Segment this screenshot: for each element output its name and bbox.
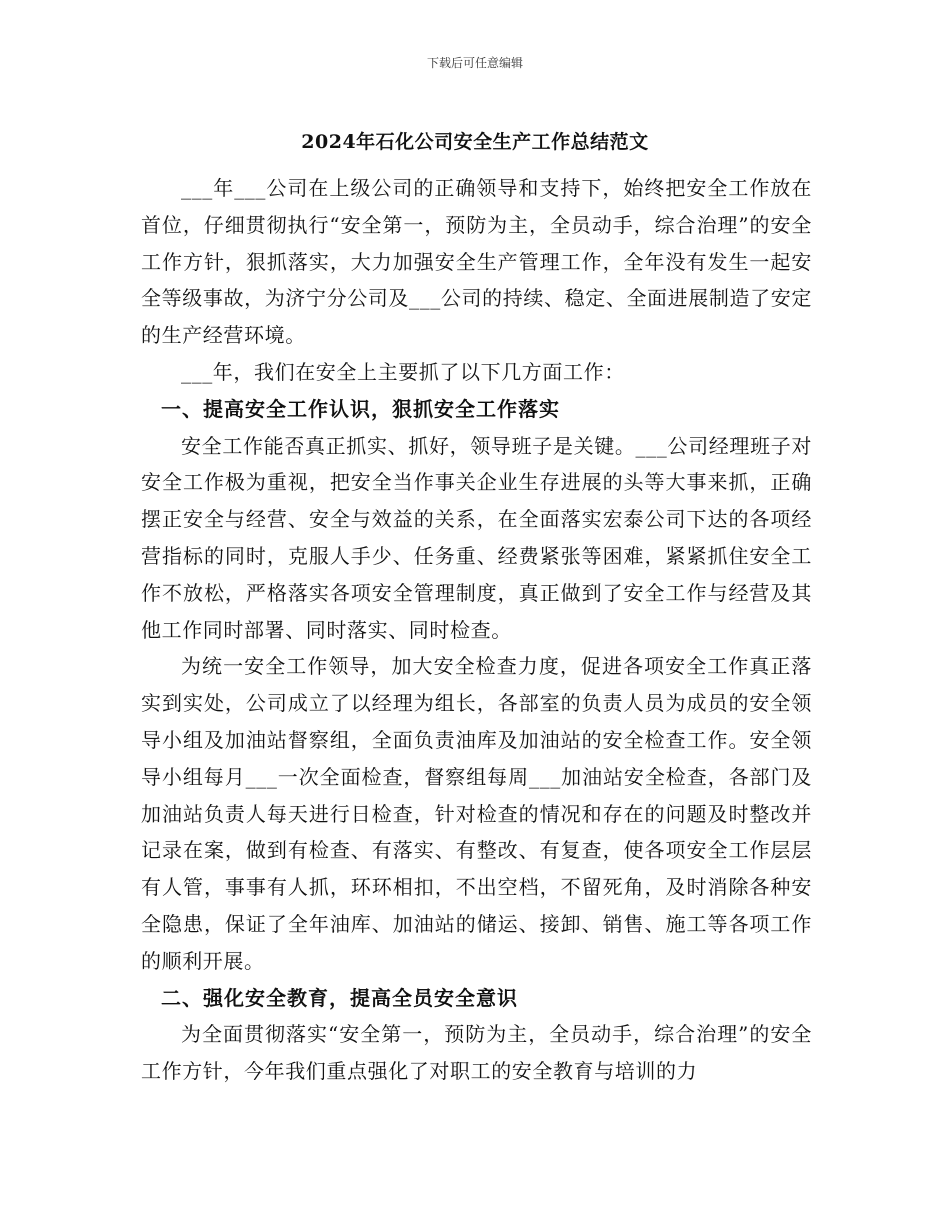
document-title: 2024年石化公司安全生产工作总结范文 <box>301 131 649 153</box>
paragraph-inspection: 为统一安全工作领导，加大安全检查力度，促进各项安全工作真正落实到实处，公司成立了以经理为组长，各部室的负责人员为成员的安全领导小组及加油站督察组，全面负责油库及加油站的安全检查工作。安全领导小组每月___一次全面检查，督察组每周___加油站安全检查，各部门及加油站负责人每天进行日检查，针对检查的情况和存在的问题及时整改并记录在案，做到有检查、有落实、有整改、有复查，使各项安全工作层层有人管，事事有人抓，环环相扣，不出空档，不留死角，及时消除各种安全隐患，保证了全年油库、加油站的储运、接卸、销售、施工等各项工作的顺利开展。 <box>141 654 812 973</box>
header-note: 下载后可任意编辑 <box>426 56 523 70</box>
section-heading-1: 一、提高安全工作认识，狠抓安全工作落实 <box>161 396 560 421</box>
paragraph-education: 为全面贯彻落实“安全第一，预防为主，全员动手，综合治理”的安全工作方针，今年我们重点强化了对职工的安全教育与培训的力 <box>141 1022 812 1084</box>
section-heading-2: 二、强化安全教育，提高全员安全意识 <box>161 985 518 1010</box>
paragraph-intro: ___年___公司在上级公司的正确领导和支持下，始终把安全工作放在首位，仔细贯彻执行“安全第一，预防为主，全员动手，综合治理”的安全工作方针，狠抓落实，大力加强安全生产管理工作，全年没有发生一起安全等级事故，为济宁分公司及___公司的持续、稳定、全面进展制造了安定的生产经营环境。 <box>141 176 812 348</box>
paragraph-overview: ___年，我们在安全上主要抓了以下几方面工作： <box>181 359 625 384</box>
document-body <box>141 170 812 1090</box>
paragraph-leadership: 安全工作能否真正抓实、抓好，领导班子是关键。___公司经理班子对安全工作极为重视，把安全当作事关企业生存进展的头等大事来抓，正确摆正安全与经营、安全与效益的关系，在全面落实宏泰公司下达的各项经营指标的同时，克服人手少、任务重、经费紧张等困难，紧紧抓住安全工作不放松，严格落实各项安全管理制度，真正做到了安全工作与经营及其他工作同时部署、同时落实、同时检查。 <box>141 433 812 642</box>
